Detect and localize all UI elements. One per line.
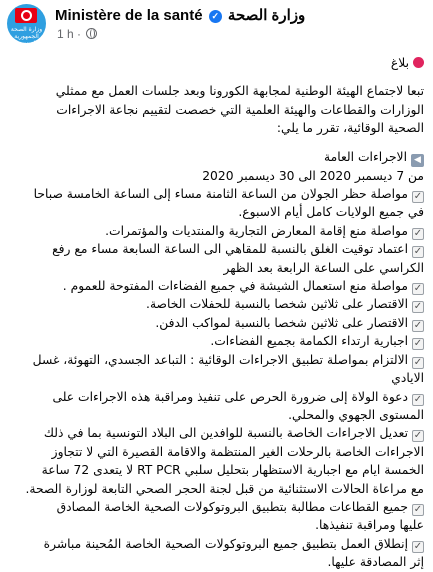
check-box-icon: ✓ (413, 191, 423, 203)
post-line-text: مواصلة حظر الجولان من الساعة الثامنة مساء إلى الساعة الخامسة صباحا (33, 187, 408, 202)
check-box-icon: ✓ (413, 393, 423, 405)
post-line-text: اجبارية ارتداء الكمامة بجميع الفضاءات. (210, 334, 408, 349)
check-box-icon: ✓ (413, 283, 423, 295)
post-line (6, 443, 424, 461)
post-line-text: الصحية الوقائية، تقرر ما يلي: (276, 121, 424, 136)
post-line (6, 185, 424, 203)
check-box-icon: ✓ (413, 540, 423, 552)
post-line (6, 119, 424, 137)
check-box-icon: ✓ (413, 319, 423, 331)
post-line-text: في جميع الولايات كامل أيام الاسبوع. (238, 205, 424, 220)
post-line (6, 314, 424, 332)
post-time[interactable]: 1 h (57, 27, 74, 41)
post-line (6, 295, 424, 313)
tunisia-flag-icon (15, 8, 37, 23)
post-line-text: الاجراءات الخاصة بالرحلات الغير المنتظمة والاقامة القصيرة التي لا تتجاوز (51, 444, 424, 459)
avatar-subtext: الجمهورية التونسية (14, 33, 39, 47)
page-name-arabic[interactable]: وزارة الصحة (227, 7, 306, 24)
avatar-text: وزارة الصحة (10, 26, 43, 33)
post-line-text: إنطلاق العمل بتطبيق جميع البروتوكولات الصحية الخاصة المُحينة مباشرة (43, 536, 408, 551)
arrow-left-icon: ◀ (411, 154, 424, 167)
red-circle-icon (413, 57, 424, 68)
post-line (6, 277, 424, 295)
check-box-icon: ✓ (413, 430, 423, 442)
post-text (6, 54, 424, 572)
post-line (6, 148, 424, 167)
post-meta: 1 h · (57, 27, 97, 41)
post-line (6, 498, 424, 516)
page-name-row (55, 6, 305, 24)
post-line-text: عليها ومراقبة تنفيذها. (315, 518, 424, 533)
post-line-text: الكراسي على الساعة الرابعة بعد الظهر (223, 260, 424, 275)
post-line-text: تعديل الاجراءات الخاصة بالنسبة للوافدين الى البلاد التونسية بما في ذلك (43, 426, 408, 441)
post-line-text: من 7 ديسمبر 2020 الى 30 ديسمبر 2020 (202, 168, 424, 183)
post-line-text: الايادي (391, 371, 424, 386)
post-line (6, 82, 424, 100)
check-box-icon: ✓ (413, 503, 423, 515)
post-line-text: المستوى الجهوي والمحلي. (288, 407, 424, 422)
post-line-text: الوزارات والقطاعات والهيئة العلمية التي خصصت لتقييم نجاعة الاجراءات (56, 102, 424, 117)
post-line (6, 54, 424, 72)
post-line-text: جميع القطاعات مطالبة بتطبيق البروتوكولات الصحية الخاصة المصادق (56, 499, 408, 514)
check-box-icon: ✓ (413, 301, 423, 313)
post-line-text: الالتزام بمواصلة تطبيق الاجراءات الوقائية : التباعد الجسدي، التهوئة، غسل (32, 352, 408, 367)
post-line (6, 535, 424, 553)
post-line (6, 388, 424, 406)
post-line (6, 240, 424, 258)
post-line (6, 259, 424, 277)
check-box-icon: ✓ (413, 356, 423, 368)
post-line (6, 424, 424, 442)
post-line (6, 461, 424, 479)
post-line-text: تبعا لاجتماع الهيئة الوطنية لمجابهة الكورونا وبعد جلسات العمل مع ممثلي (55, 84, 424, 99)
post-line-text: مع مراعاة الحالات الاستثنائية من قبل لجنة الحجر الصحي التابعة لوزارة الصحة. (25, 481, 424, 496)
post-line (6, 203, 424, 221)
post-line-text: اعتماد توقيت الغلق بالنسبة للمقاهي الى الساعة السابعة مساء مع رفع (52, 242, 408, 257)
post-line (6, 516, 424, 534)
post-line-text: مواصلة منع استعمال الشيشة في جميع الفضاءات المفتوحة للعموم . (62, 279, 408, 294)
post-line (6, 101, 424, 119)
post-line (6, 553, 424, 571)
post-line (6, 351, 424, 369)
paragraph-gap (6, 138, 424, 148)
check-box-icon: ✓ (413, 338, 423, 350)
avatar[interactable] (7, 4, 46, 47)
post-line-text: الخمسة ايام مع اجبارية الاستظهار بتحليل سلبي RT PCR لا يتعدى 72 ساعة (41, 463, 424, 478)
globe-icon (86, 28, 97, 39)
post-line-text: الاجراءات العامة (324, 149, 407, 164)
post-line (6, 480, 424, 498)
post-line-text: الاقتصار على ثلاثين شخصا بالنسبة للحفلات الخاصة. (146, 297, 408, 312)
post-line-text: الاقتصار على ثلاثين شخصا بالنسبة لمواكب الدفن. (155, 315, 408, 330)
post-line-text: مواصلة منع إقامة المعارض التجارية والمنتديات والمؤتمرات. (105, 223, 408, 238)
paragraph-gap (6, 72, 424, 82)
verified-icon: ✓ (209, 10, 222, 23)
post-line-text: دعوة الولاة إلى ضرورة الحرص على تنفيذ ومراقبة هذه الاجراءات على (52, 389, 408, 404)
post-line (6, 167, 424, 185)
post-line (6, 222, 424, 240)
post-header (0, 0, 433, 48)
page-name-link[interactable]: Ministère de la santé (55, 7, 203, 24)
check-box-icon: ✓ (413, 246, 423, 258)
check-box-icon: ✓ (413, 227, 423, 239)
post-line-text: إثر المصادقة عليها. (327, 555, 424, 570)
post-line (6, 332, 424, 350)
post-line-text: بلاغ (390, 56, 409, 70)
post-line (6, 369, 424, 387)
post-line (6, 406, 424, 424)
